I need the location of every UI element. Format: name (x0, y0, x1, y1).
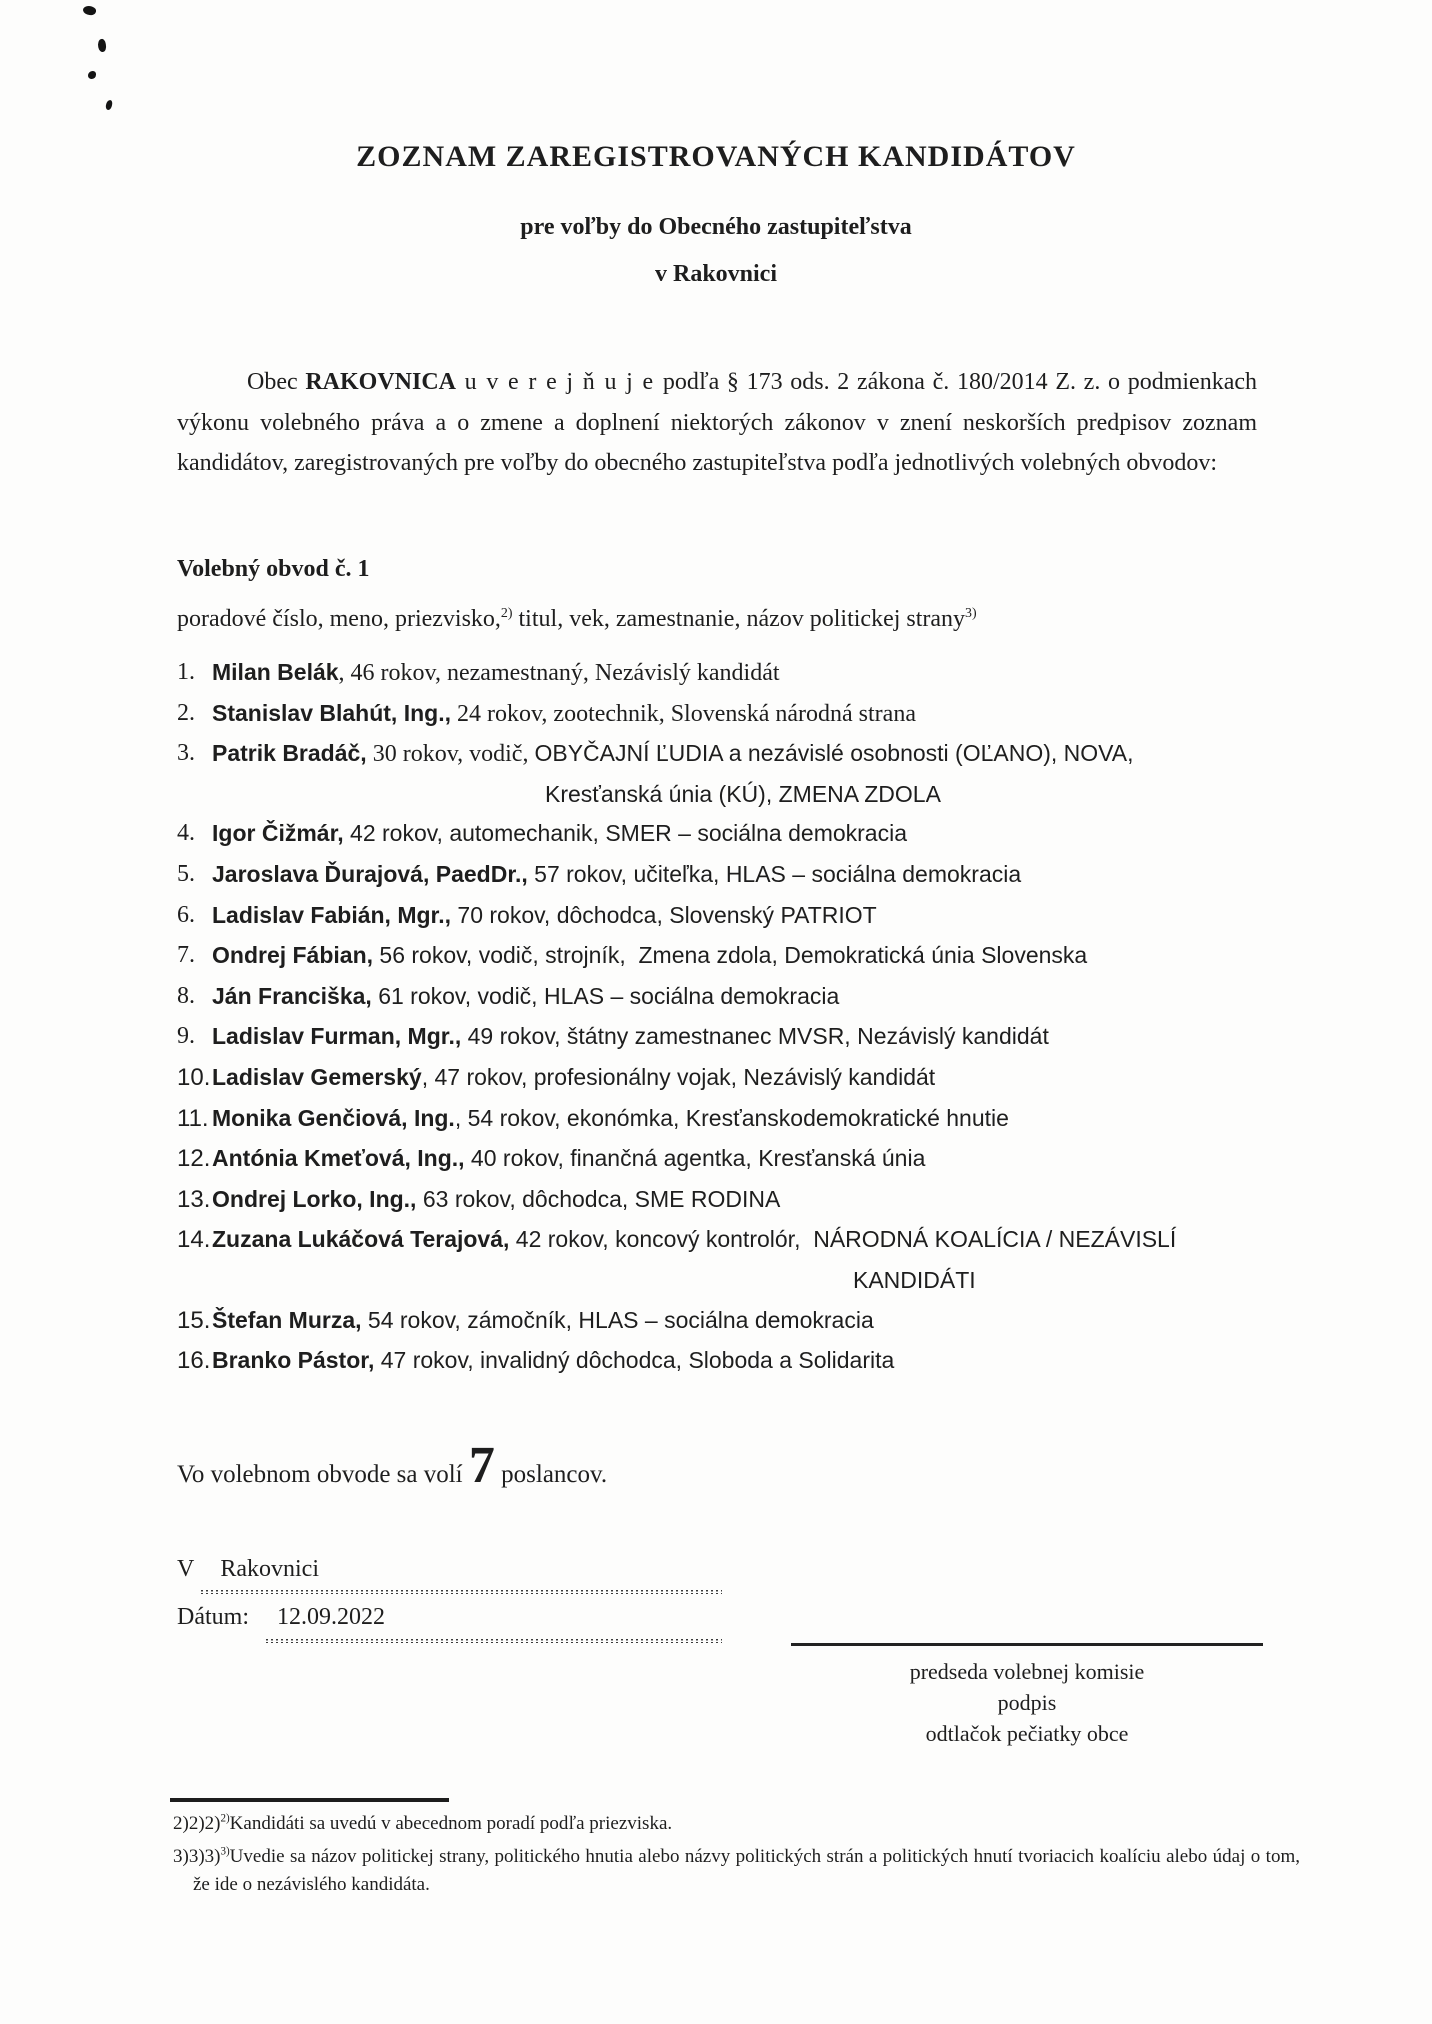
candidate-row (177, 1301, 1262, 1342)
candidate-number: 5. (177, 860, 195, 887)
candidate-name: Ondrej Lorko, Ing., (212, 1185, 417, 1212)
intro-pre: Obec (247, 369, 306, 395)
candidate-row (177, 734, 1262, 775)
date-value: 12.09.2022 (277, 1604, 385, 1630)
district-heading: Volebný obvod č. 1 (177, 556, 370, 582)
footnote-3 (173, 1843, 1300, 1898)
candidate-row-continuation: Kresťanská únia (KÚ), ZMENA ZDOLA (545, 780, 941, 807)
intro-paragraph (177, 362, 1257, 484)
candidate-details: 42 rokov, koncový kontrolór, NÁRODNÁ KOALÍCIA / NEZÁVISLÍ (509, 1226, 1177, 1253)
candidate-number: 14. (177, 1226, 211, 1254)
date-line (177, 1604, 385, 1631)
candidate-text (212, 1099, 1009, 1140)
footnote-2-text: Kandidáti sa uvedú v abecednom poradí podľa priezviska. (229, 1813, 673, 1834)
candidate-row (177, 855, 1262, 896)
candidate-row (177, 1220, 1262, 1261)
candidate-number: 9. (177, 1023, 195, 1050)
candidate-details: 57 rokov, učiteľka, HLAS – sociálna demokracia (527, 860, 1022, 887)
candidate-name: Zuzana Lukáčová Terajová, (212, 1226, 510, 1253)
candidate-text (212, 855, 1021, 896)
signature-caption-seal: odtlačok pečiatky obce (925, 1721, 1129, 1746)
scan-speck (105, 100, 112, 111)
candidate-number: 7. (177, 942, 195, 969)
candidate-number: 4. (177, 820, 195, 847)
footnote-2 (173, 1813, 1283, 1835)
scan-speck (97, 38, 108, 52)
elected-count-statement (177, 1436, 607, 1505)
date-label: Dátum: (177, 1604, 249, 1630)
candidate-name: Antónia Kmeťová, Ing., (212, 1145, 465, 1172)
candidate-row (177, 1341, 1262, 1382)
candidate-row (177, 1099, 1262, 1140)
intro-rest: podľa § 173 ods. 2 zákona č. 180/2014 Z. z. o podmienkach výkonu volebného práva a o zmene a doplnení niektorých zákonov v znení neskorších predpisov zoznam kandidátov, zaregistrovaných pre voľby do obecného zastupiteľstva podľa jednotlivých volebných obvodov: (177, 369, 1257, 476)
document-subtitle-election-type: pre voľby do Obecného zastupiteľstva (520, 214, 912, 240)
candidate-name: Ján Franciška, (212, 982, 372, 1009)
candidate-number: 10. (177, 1063, 211, 1091)
footnote-3-marker: 3)3)3) (173, 1846, 221, 1867)
candidate-row (177, 653, 1262, 694)
candidate-text (212, 1301, 874, 1342)
candidate-text (212, 814, 907, 855)
date-underline (266, 1639, 722, 1643)
candidate-row (177, 936, 1262, 977)
footnote-2-sup: 2) (220, 1812, 230, 1825)
candidate-text (212, 1139, 925, 1180)
candidate-list (177, 653, 1262, 1382)
candidate-name: Milan Belák (212, 659, 339, 685)
candidate-name: Ondrej Fábian, (212, 942, 374, 969)
candidate-number: 13. (177, 1185, 211, 1213)
candidate-details: 49 rokov, štátny zamestnanec MVSR, Nezávislý kandidát (461, 1023, 1049, 1050)
candidate-name: Ladislav Fabián, Mgr., (212, 901, 452, 928)
candidate-name: Štefan Murza, (212, 1306, 362, 1333)
candidate-details: 47 rokov, invalidný dôchodca, Sloboda a Solidarita (374, 1347, 895, 1374)
place-label: V (177, 1556, 195, 1582)
candidate-details: 30 rokov, vodič, (366, 741, 535, 768)
candidate-text (212, 1341, 894, 1382)
candidate-row (177, 1139, 1262, 1180)
candidate-name: Patrik Bradáč, (212, 740, 367, 767)
footnote-3-text: Uvedie sa názov politickej strany, politického hnutia alebo názvy politických strán a politických hnutí tvoriacich koalíciu alebo údaj o tom, že ide o nezávislého kandidáta. (193, 1846, 1300, 1895)
candidate-text (212, 1058, 935, 1099)
candidate-name: Ladislav Furman, Mgr., (212, 1023, 462, 1050)
candidate-name: Branko Pástor, (212, 1347, 375, 1374)
candidate-row (177, 1180, 1262, 1221)
candidate-details: 40 rokov, finančná agentka, Kresťanská únia (464, 1145, 926, 1172)
candidate-row (177, 694, 1262, 735)
candidate-details: , 54 rokov, ekonómka, Kresťanskodemokratické hnutie (454, 1104, 1009, 1131)
candidate-row (177, 814, 1262, 855)
candidate-number: 11. (177, 1104, 209, 1132)
footnote-separator (170, 1798, 449, 1802)
place-value: Rakovnici (220, 1556, 319, 1582)
candidate-number: 1. (177, 659, 195, 685)
footnote-ref-2: 2) (500, 606, 513, 621)
candidate-text (212, 653, 780, 694)
place-line (177, 1556, 319, 1583)
footnote-ref-3: 3) (965, 606, 977, 621)
candidate-details: 56 rokov, vodič, strojník, Zmena zdola, Demokratická únia Slovenska (373, 942, 1088, 969)
footnote-3-sup: 3) (220, 1845, 230, 1858)
candidate-text (212, 734, 1134, 775)
candidate-name: Ladislav Gemerský (212, 1063, 422, 1090)
scan-speck (82, 4, 97, 17)
candidate-details: 61 rokov, vodič, HLAS – sociálna demokracia (371, 982, 840, 1009)
candidate-row (177, 1017, 1262, 1058)
candidate-text (212, 977, 839, 1018)
municipality-name: RAKOVNICA (305, 369, 456, 395)
candidate-name: Jaroslava Ďurajová, PaedDr., (212, 860, 528, 887)
candidate-name: Monika Genčiová, Ing. (212, 1104, 455, 1131)
elected-count: 7 (468, 1437, 495, 1494)
candidate-text (212, 1220, 1176, 1261)
signature-caption (791, 1656, 1263, 1749)
candidate-name: Igor Čižmár, (212, 820, 344, 847)
footnote-2-marker: 2)2)2) (173, 1813, 221, 1834)
signature-caption-signature: podpis (997, 1690, 1057, 1715)
candidate-details: 70 rokov, dôchodca, Slovenský PATRIOT (451, 901, 877, 928)
candidate-text (212, 1180, 780, 1221)
candidate-details: 63 rokov, dôchodca, SME RODINA (416, 1185, 781, 1212)
legend-part1: poradové číslo, meno, priezvisko, (177, 606, 501, 632)
candidate-number: 16. (177, 1347, 211, 1375)
candidate-name: Stanislav Blahút, Ing., (212, 699, 451, 726)
signature-line (791, 1643, 1263, 1646)
candidate-details: , 47 rokov, profesionálny vojak, Nezávislý kandidát (421, 1063, 936, 1090)
candidate-row-continuation: KANDIDÁTI (853, 1266, 976, 1293)
candidate-number: 8. (177, 982, 195, 1009)
candidate-row (177, 1058, 1262, 1099)
candidate-number: 2. (177, 699, 195, 726)
scan-speck (88, 71, 96, 79)
column-legend (177, 606, 977, 633)
candidate-text (212, 896, 877, 937)
candidate-text (212, 694, 916, 735)
signature-caption-chairman: predseda volebnej komisie (909, 1659, 1145, 1684)
intro-publishes-verb: u v e r e j ň u j e (456, 369, 663, 395)
candidate-details: 24 rokov, zootechnik, Slovenská národná strana (450, 700, 916, 727)
elected-before: Vo volebnom obvode sa volí (177, 1461, 469, 1488)
candidate-row (177, 896, 1262, 937)
candidate-text (212, 1017, 1049, 1058)
place-underline (201, 1590, 722, 1594)
document-title: ZOZNAM ZAREGISTROVANÝCH KANDIDÁTOV (356, 140, 1076, 173)
candidate-details: , 46 rokov, nezamestnaný, Nezávislý kandidát (338, 660, 780, 686)
candidate-text (212, 936, 1087, 977)
candidate-number: 12. (177, 1145, 211, 1173)
candidate-row (177, 977, 1262, 1018)
candidate-number: 6. (177, 901, 195, 928)
candidate-number: 3. (177, 740, 195, 767)
candidate-details: OBYČAJNÍ ĽUDIA a nezávislé osobnosti (OĽANO), NOVA, (534, 740, 1134, 767)
candidate-details: 42 rokov, automechanik, SMER – sociálna demokracia (343, 820, 907, 847)
elected-after: poslancov. (494, 1461, 608, 1488)
candidate-number: 15. (177, 1306, 211, 1334)
legend-part2: titul, vek, zamestnanie, názov politickej strany (512, 606, 966, 632)
candidate-details: 54 rokov, zámočník, HLAS – sociálna demokracia (361, 1306, 874, 1333)
document-subtitle-municipality: v Rakovnici (654, 261, 777, 287)
